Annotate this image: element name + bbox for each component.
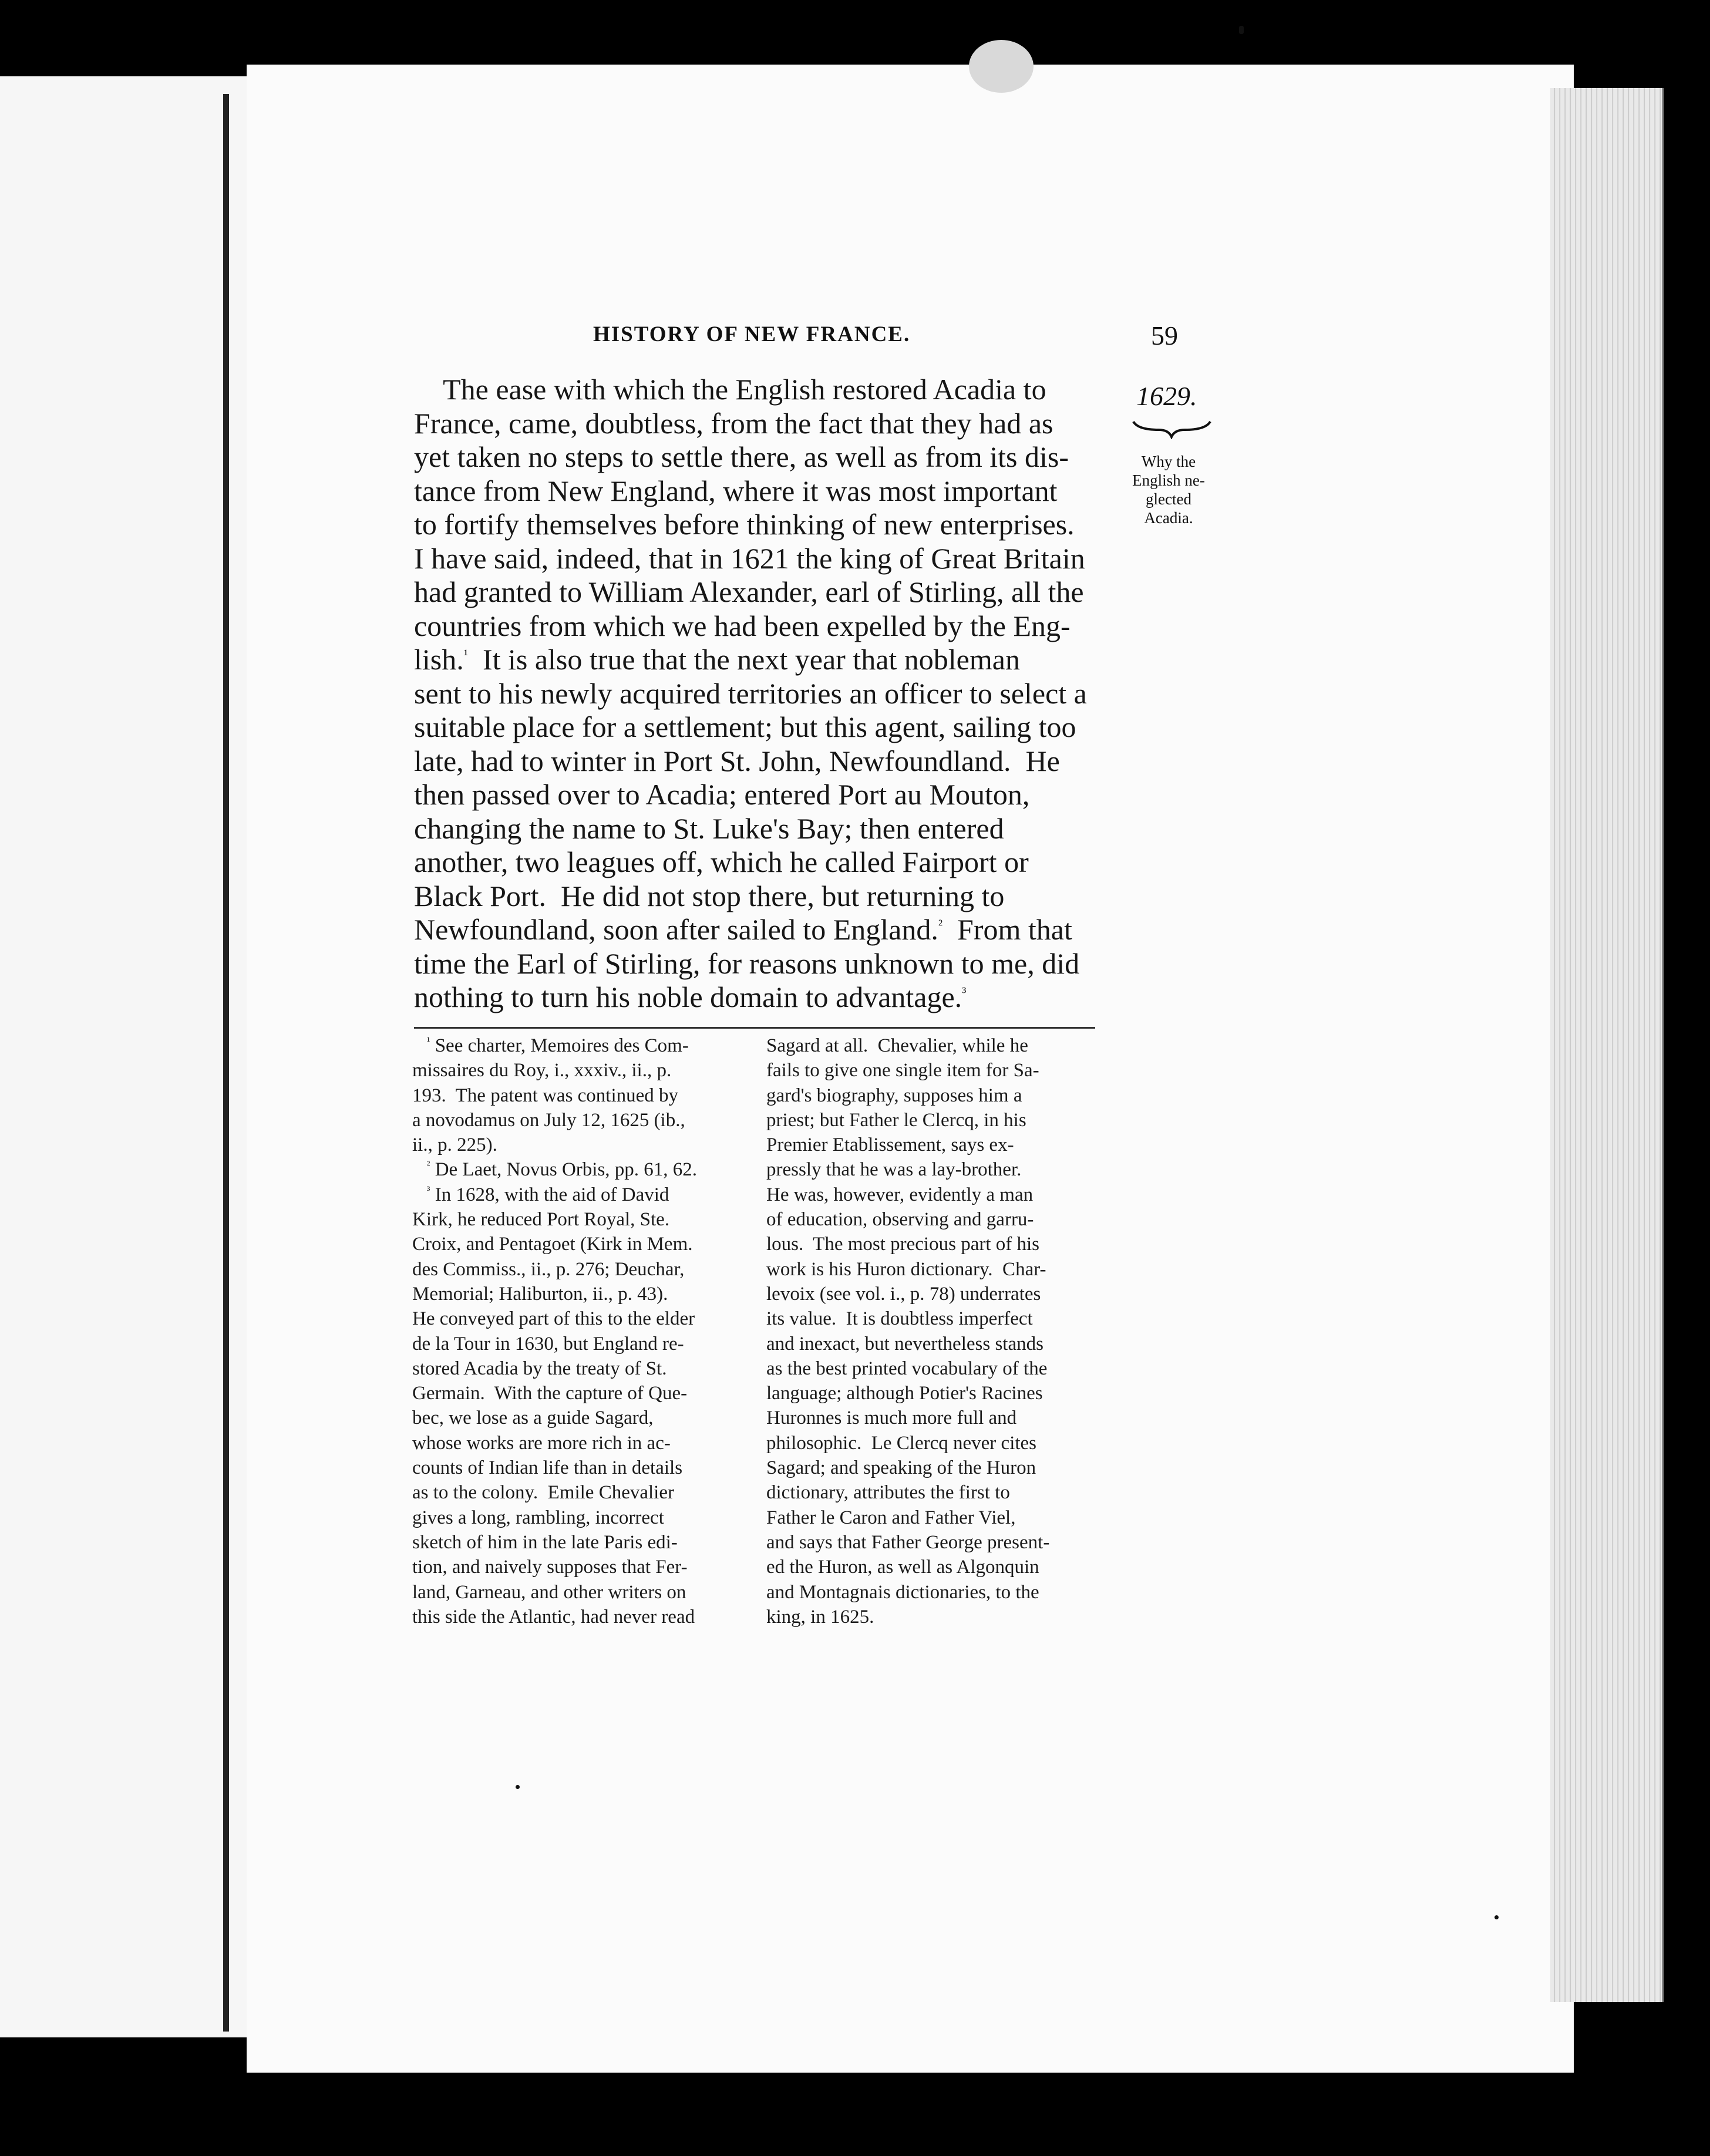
page-number: 59	[1151, 321, 1178, 351]
footnote-line: Germain. With the capture of Que-	[412, 1383, 688, 1404]
footnote-line: and inexact, but nevertheless stands	[766, 1333, 1043, 1355]
page-stack-edges	[1550, 88, 1664, 2002]
footnote-line: ed the Huron, as well as Algonquin	[766, 1557, 1039, 1578]
body-line: late, had to winter in Port St. John, Newfoundland. He	[414, 744, 1060, 777]
footnote-line: philosophic. Le Clercq never cites	[766, 1432, 1037, 1454]
footnote-line: Huronnes is much more full and	[766, 1407, 1017, 1429]
body-line: then passed over to Acadia; entered Port au Mouton,	[414, 778, 1030, 811]
running-head: HISTORY OF NEW FRANCE.	[593, 322, 911, 346]
body-line: countries from which we had been expelled by the Eng-	[414, 609, 1071, 642]
footnote-line: ii., p. 225).	[412, 1134, 497, 1156]
footnotes-right-column	[766, 1033, 1101, 1629]
footnote-line: and says that Father George present-	[766, 1531, 1050, 1553]
footnote-line: as to the colony. Emile Chevalier	[412, 1482, 674, 1504]
footnote-line: Croix, and Pentagoet (Kirk in Mem.	[412, 1234, 693, 1255]
footnote-line: bec, we lose as a guide Sagard,	[412, 1407, 654, 1429]
body-line: nothing to turn his noble domain to advantage.$^{^3}$	[414, 981, 967, 1013]
margin-brace	[1132, 418, 1211, 439]
footnote-line: He was, however, evidently a man	[766, 1184, 1034, 1205]
footnotes-left-column	[412, 1033, 747, 1629]
footnote-line: Memorial; Haliburton, ii., p. 43).	[412, 1283, 668, 1305]
footnote-line: gives a long, rambling, incorrect	[412, 1507, 664, 1528]
footnote-line: lous. The most precious part of his	[766, 1234, 1039, 1255]
footnote-line: work is his Huron dictionary. Char-	[766, 1258, 1046, 1280]
footnote-line: Father le Caron and Father Viel,	[766, 1507, 1016, 1528]
body-line: lish.$^{^1}$ It is also true that the next year that nobleman	[414, 643, 1020, 676]
footnote-line: land, Garneau, and other writers on	[412, 1581, 686, 1603]
body-line: France, came, doubtless, from the fact that they had as	[414, 406, 1053, 440]
footnote-line: Kirk, he reduced Port Royal, Ste.	[412, 1209, 670, 1231]
body-line: The ease with which the English restored Acadia to	[414, 373, 1046, 406]
footnote-line: tion, and naively supposes that Fer-	[412, 1557, 688, 1578]
footnote-rule	[414, 1027, 1095, 1029]
footnote-line: this side the Atlantic, had never read	[412, 1606, 695, 1628]
footnote-line: counts of Indian life than in details	[412, 1457, 683, 1479]
scan-dot	[1494, 1915, 1499, 1919]
footnote-line: priest; but Father le Clercq, in his	[766, 1109, 1026, 1131]
footnote-line: stored Acadia by the treaty of St.	[412, 1357, 667, 1379]
body-line: suitable place for a settlement; but this agent, sailing too	[414, 710, 1076, 743]
body-line: to fortify themselves before thinking of new enterprises.	[414, 508, 1075, 541]
footnote-line: language; although Potier's Racines	[766, 1383, 1043, 1404]
footnote-line: king, in 1625.	[766, 1606, 874, 1628]
footnote-line: as the best printed vocabulary of the	[766, 1357, 1048, 1379]
footnote-line: 193. The patent was continued by	[412, 1084, 679, 1106]
body-line: tance from New England, where it was most important	[414, 474, 1058, 507]
footnote-line: Sagard at all. Chevalier, while he	[766, 1035, 1028, 1056]
footnote-line: des Commiss., ii., p. 276; Deuchar,	[412, 1258, 685, 1280]
body-line: Newfoundland, soon after sailed to England.$^{^2}$ From that	[414, 913, 1072, 946]
footnote-line: levoix (see vol. i., p. 78) underrates	[766, 1283, 1041, 1305]
footnote-line: sketch of him in the late Paris edi-	[412, 1531, 678, 1553]
body-paragraph	[414, 373, 1104, 1015]
footnote-line: fails to give one single item for Sa-	[766, 1060, 1039, 1082]
footnote-line: He conveyed part of this to the elder	[412, 1308, 695, 1330]
footnote-line: Sagard; and speaking of the Huron	[766, 1457, 1036, 1479]
body-line: Black Port. He did not stop there, but returning to	[414, 879, 1005, 912]
gutter-shadow	[223, 94, 229, 2032]
footnote-line: and Montagnais dictionaries, to the	[766, 1581, 1039, 1603]
margin-note: Why the English ne- glected Acadia.	[1132, 453, 1205, 527]
footnote-line: de la Tour in 1630, but England re-	[412, 1333, 684, 1355]
footnote-line: missaires du Roy, i., xxxiv., ii., p.	[412, 1060, 672, 1082]
facing-page-edge	[0, 76, 249, 2037]
footnote-line: a novodamus on July 12, 1625 (ib.,	[412, 1109, 685, 1131]
body-line: I have said, indeed, that in 1621 the king of Great Britain	[414, 541, 1085, 575]
footnote-line: $^{^3}$ In 1628, with the aid of David	[426, 1184, 669, 1205]
footnote-line: whose works are more rich in ac-	[412, 1432, 671, 1454]
footnote-line: gard's biography, supposes him a	[766, 1084, 1022, 1106]
footnote-line: of education, observing and garru-	[766, 1209, 1034, 1231]
scan-thumb-blur	[969, 40, 1034, 93]
margin-date: 1629.	[1136, 381, 1197, 411]
body-line: another, two leagues off, which he called Fairport or	[414, 845, 1029, 878]
footnote-line: Premier Etablissement, says ex-	[766, 1134, 1014, 1156]
body-line: yet taken no steps to settle there, as well as from its dis-	[414, 440, 1069, 473]
body-line: time the Earl of Stirling, for reasons unknown to me, did	[414, 946, 1080, 980]
body-line: had granted to William Alexander, earl of Stirling, all the	[414, 575, 1084, 608]
footnote-line: $^{^2}$ De Laet, Novus Orbis, pp. 61, 62.	[426, 1159, 698, 1181]
footnote-line: pressly that he was a lay-brother.	[766, 1159, 1022, 1181]
footnote-line: $^{^1}$ See charter, Memoires des Com-	[426, 1035, 689, 1056]
footnote-line: dictionary, attributes the first to	[766, 1482, 1010, 1504]
scan-speck	[1239, 26, 1244, 34]
footnote-line: its value. It is doubtless imperfect	[766, 1308, 1033, 1330]
body-line: sent to his newly acquired territories an officer to select a	[414, 676, 1087, 710]
body-line: changing the name to St. Luke's Bay; then entered	[414, 811, 1004, 845]
scan-dot	[516, 1785, 520, 1789]
